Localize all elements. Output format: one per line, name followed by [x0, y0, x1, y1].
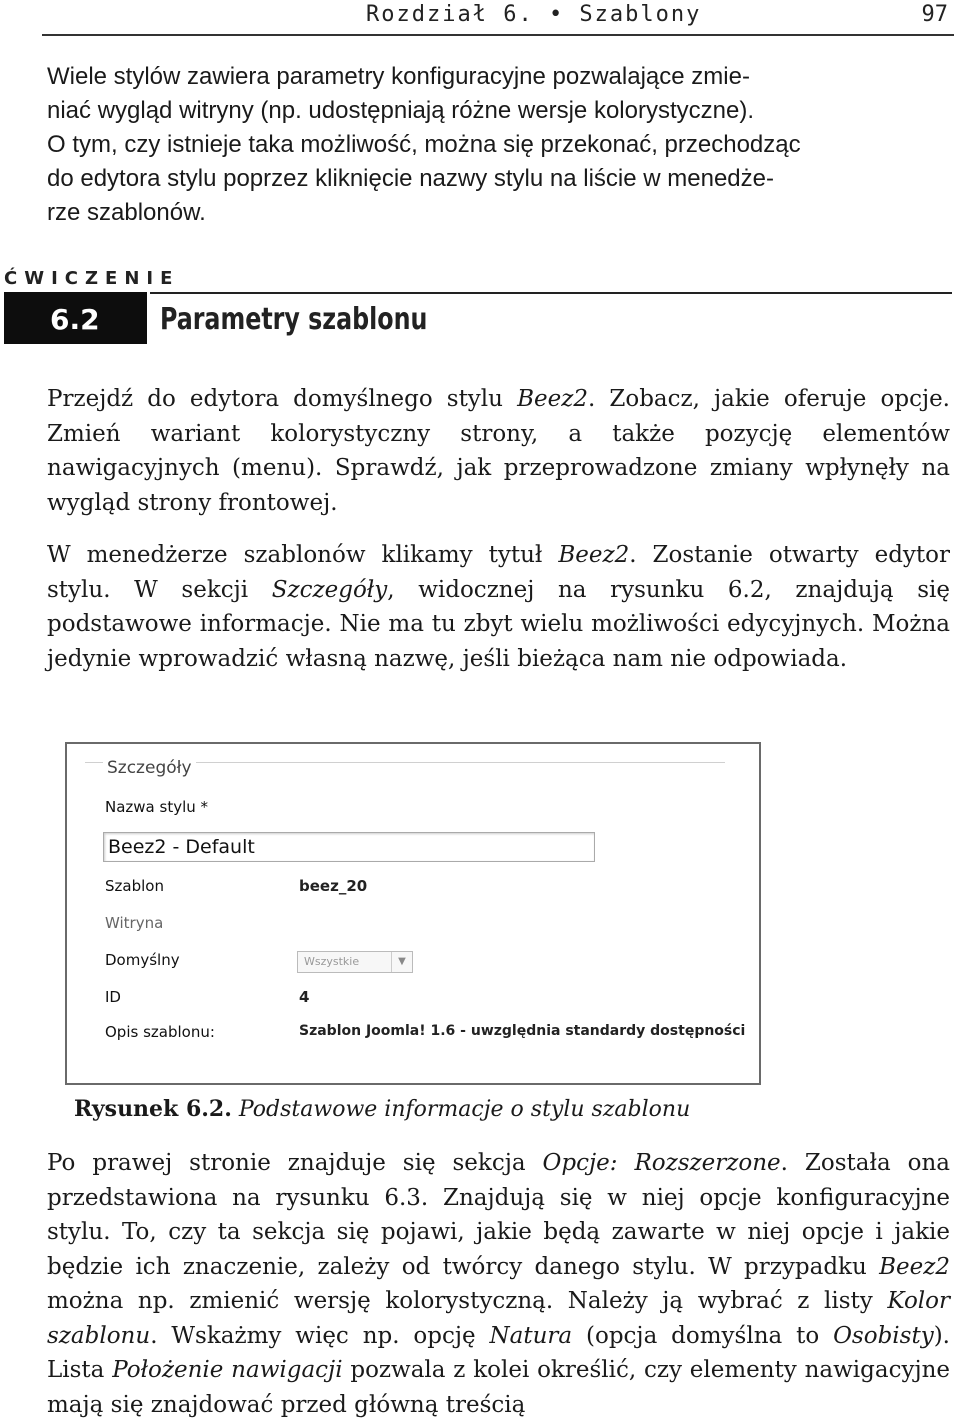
fieldset-legend: Szczegóły: [103, 754, 196, 782]
option-name: Natura: [489, 1322, 573, 1349]
body-paragraph: [47, 538, 950, 676]
style-name-input[interactable]: Beez2 - Default: [103, 832, 595, 862]
intro-line: Wiele stylów zawiera parametry konfiguracyjne pozwalające zmie-: [47, 63, 750, 90]
intro-line: rze szablonów.: [47, 199, 206, 226]
intro-line: niać wygląd witryny (np. udostępniają różne wersje kolorystyczne).: [47, 97, 754, 124]
exercise-rule: [150, 292, 952, 294]
description-value: Szablon Joomla! 1.6 - uwzględnia standardy dostępności: [299, 1023, 746, 1039]
section-name: Opcje: Rozszerzone: [542, 1150, 781, 1176]
text: (opcja domyślna to: [572, 1322, 834, 1349]
caption-text: Podstawowe informacje o stylu szablonu: [238, 1097, 691, 1122]
exercise-label: ĆWICZENIE: [4, 268, 180, 289]
id-label: ID: [105, 988, 121, 1006]
intro-line: do edytora stylu poprzez kliknięcie nazwy stylu na liście w menedże-: [47, 165, 774, 192]
default-select[interactable]: [297, 951, 413, 973]
chevron-down-icon: ▼: [391, 952, 412, 972]
figure-caption: [74, 1096, 690, 1122]
select-value: Wszystkie: [304, 955, 360, 968]
site-label: Witryna: [105, 914, 164, 932]
description-label: Opis szablonu:: [105, 1023, 215, 1041]
text: pozwala z kolei określić, czy elementy nawigacyjne mają się znajdować przed główną treścią: [47, 1357, 951, 1418]
text: Przejdź do edytora domyślnego stylu: [47, 386, 518, 412]
section-name: Szczegóły: [271, 576, 388, 603]
figure-screenshot: [65, 742, 761, 1085]
exercise-number-box: [4, 292, 147, 344]
body-paragraph: [47, 1146, 950, 1422]
template-value: beez_20: [299, 877, 368, 895]
text: . Została ona przedstawiona na rysunku 6.3. Znajdują się w niej opcje konfiguracyjne stylu. To, czy ta sekcja się pojawi, jakie będą zawarte w niej opcje i jakie będzie ich znaczenie, zależy od twórcy danego stylu. W przypadku: [47, 1150, 951, 1280]
option-name: Położenie nawigacji: [112, 1357, 343, 1383]
style-name: Beez2: [517, 386, 588, 412]
caption-label: Rysunek 6.2.: [74, 1096, 232, 1122]
page-number: 97: [921, 2, 948, 27]
option-name: Kolor szablonu: [47, 1288, 950, 1349]
intro-paragraph: [47, 60, 950, 230]
exercise-title: Parametry szablonu: [160, 302, 428, 337]
intro-line: O tym, czy istnieje taka możliwość, można się przekonać, przechodząc: [47, 131, 801, 158]
text: Po prawej stronie znajduje się sekcja: [47, 1150, 543, 1176]
name-label: Nazwa stylu *: [105, 798, 209, 816]
text: W menedżerze szablonów klikamy tytuł: [47, 542, 559, 568]
chapter-title: Rozdział 6. • Szablony: [366, 2, 702, 27]
text: . Wskażmy więc np. opcję: [150, 1322, 490, 1349]
text: . Zostanie otwarty edytor stylu. W sekcji: [47, 542, 950, 603]
option-name: Osobisty: [833, 1322, 934, 1349]
style-name: Beez2: [558, 542, 630, 568]
text: ). Lista: [47, 1322, 950, 1383]
exercise-number: 6.2: [50, 303, 100, 336]
style-name: Beez2: [879, 1253, 950, 1280]
id-value: 4: [299, 988, 310, 1006]
template-label: Szablon: [105, 877, 164, 895]
text: . Zobacz, jakie oferuje opcje. Zmień wariant kolorystyczny strony, a także pozycję elementów nawigacyjnych (menu). Sprawdź, jak przeprowadzone zmiany wpłynęły na wygląd strony frontowej.: [47, 386, 950, 516]
header-rule: [42, 34, 954, 36]
text: , widocznej na rysunku 6.2, znajdują się podstawowe informacje. Nie ma tu zbyt wielu możliwości edycyjnych. Można jedynie wprowadzić własną nazwę, jeśli bieżąca nam nie odpowiada.: [47, 576, 950, 672]
text: można np. zmienić wersję kolorystyczną. Należy ją wybrać z listy: [47, 1288, 888, 1314]
default-label: Domyślny: [105, 951, 180, 969]
task-paragraph: [47, 382, 950, 520]
